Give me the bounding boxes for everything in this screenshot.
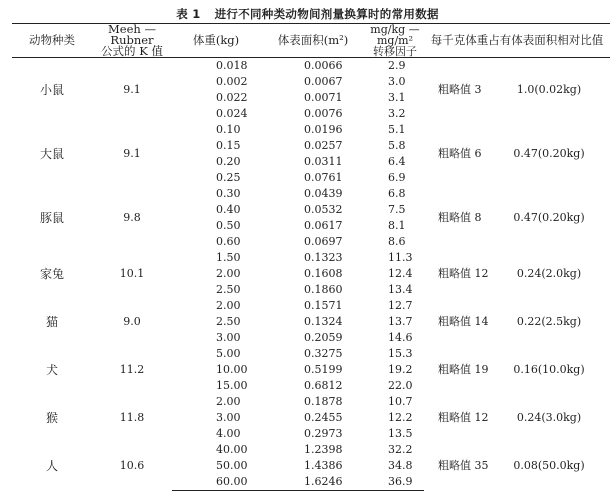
area-cell: 0.0196 (304, 123, 343, 136)
factor-cell: 5.8 (388, 139, 406, 152)
area-cell: 0.2973 (304, 427, 343, 440)
area-cell: 0.1571 (304, 299, 343, 312)
area-cell: 0.2059 (304, 331, 343, 344)
k-value-cell: 9.0 (123, 315, 141, 328)
area-cell: 0.1860 (304, 283, 343, 296)
ratio-cell: 0.24(3.0kg) (516, 411, 582, 424)
area-cell: 0.0311 (304, 155, 343, 168)
factor-cell: 6.4 (388, 155, 406, 168)
weight-cell: 10.00 (216, 363, 248, 376)
weight-cell: 2.00 (216, 267, 241, 280)
factor-cell: 6.8 (388, 187, 406, 200)
animal-cell: 豚鼠 (39, 211, 64, 225)
k-value-cell: 9.1 (123, 83, 141, 96)
factor-cell: 6.9 (388, 171, 406, 184)
factor-cell: 12.4 (388, 267, 413, 280)
header-factor-line2: 转移因子 (373, 45, 417, 58)
weight-cell: 60.00 (172, 474, 260, 491)
weight-cell: 1.50 (216, 251, 241, 264)
ratio-cell: 0.08(50.0kg) (513, 459, 585, 473)
area-cell: 0.2455 (304, 411, 343, 424)
weight-cell: 0.40 (216, 203, 241, 216)
area-cell: 1.4386 (304, 459, 343, 472)
animal-cell: 家兔 (39, 267, 64, 281)
weight-cell: 4.00 (216, 427, 241, 440)
factor-cell: 5.1 (388, 123, 406, 136)
weight-cell: 2.50 (216, 283, 241, 296)
area-cell: 0.0066 (304, 59, 343, 72)
animal-cell: 猴 (45, 411, 58, 425)
weight-cell: 0.30 (216, 187, 241, 200)
area-cell: 1.6246 (260, 474, 366, 491)
area-cell: 0.0071 (304, 91, 343, 104)
factor-cell: 8.6 (388, 235, 406, 248)
factor-cell: 34.8 (388, 459, 413, 472)
ratio-cell: 0.24(2.0kg) (516, 267, 582, 280)
animal-cell: 人 (45, 459, 58, 474)
header-factor (366, 24, 424, 58)
factor-cell: 15.3 (388, 347, 413, 360)
animal-cell: 大鼠 (39, 147, 64, 161)
area-cell: 0.0257 (304, 139, 343, 152)
weight-cell: 0.15 (216, 139, 241, 152)
factor-cell: 10.7 (388, 395, 413, 408)
header-k-line2: 公式的 K 值 (101, 44, 163, 58)
factor-cell: 3.2 (388, 107, 406, 120)
area-cell: 0.0697 (304, 235, 343, 248)
factor-cell: 12.2 (388, 411, 413, 424)
dose-conversion-table (12, 23, 610, 491)
rough-value-cell: 粗略值 19 (438, 363, 489, 376)
animal-cell: 小鼠 (39, 83, 64, 97)
weight-cell: 40.00 (216, 443, 248, 456)
area-cell: 0.1323 (304, 251, 343, 264)
factor-cell: 14.6 (388, 331, 413, 344)
factor-cell: 8.1 (388, 219, 406, 232)
weight-cell: 0.002 (216, 75, 248, 88)
weight-cell: 0.50 (216, 219, 241, 232)
rough-value-cell: 粗略值 12 (438, 411, 489, 424)
table-title: 进行不同种类动物间剂量换算时的常用数据 (214, 7, 439, 21)
factor-cell: 13.5 (388, 427, 413, 440)
table-number: 表 1 (176, 7, 201, 21)
ratio-cell: 0.47(0.20kg) (513, 147, 585, 160)
table-header-row (12, 24, 610, 58)
animal-cell: 猫 (45, 315, 58, 329)
area-cell: 0.6812 (304, 379, 343, 392)
factor-cell: 2.9 (388, 59, 406, 72)
area-cell: 0.0761 (304, 171, 343, 184)
area-cell: 0.5199 (304, 363, 343, 376)
rough-value-cell: 粗略值 6 (438, 147, 482, 160)
rough-value-cell: 粗略值 8 (438, 211, 482, 224)
area-cell: 0.0076 (304, 107, 343, 120)
header-ratio: 每千克体重占有体表面积相对比值 (424, 24, 610, 58)
rough-value-cell: 粗略值 35 (438, 459, 489, 473)
weight-cell: 2.00 (216, 299, 241, 312)
weight-cell: 0.10 (216, 123, 241, 136)
weight-cell: 0.024 (216, 107, 248, 120)
header-k-line1: Meeh — Rubner (108, 22, 156, 47)
weight-cell: 15.00 (216, 379, 248, 392)
weight-cell: 0.25 (216, 171, 241, 184)
factor-cell: 19.2 (388, 363, 413, 376)
area-cell: 0.0439 (304, 187, 343, 200)
ratio-cell: 0.16(10.0kg) (513, 363, 585, 376)
area-cell: 0.0067 (304, 75, 343, 88)
area-cell: 0.1878 (304, 395, 343, 408)
weight-cell: 2.50 (216, 315, 241, 328)
table-row (12, 186, 610, 202)
table-row (12, 442, 610, 458)
factor-cell: 13.4 (388, 283, 413, 296)
weight-cell: 50.00 (216, 459, 248, 472)
factor-cell: 3.0 (388, 75, 406, 88)
header-k-value (92, 24, 172, 58)
factor-cell: 32.2 (388, 443, 413, 456)
table-row (12, 58, 610, 75)
area-cell: 0.1608 (304, 267, 343, 280)
table-row (12, 250, 610, 266)
ratio-cell: 0.22(2.5kg) (516, 315, 582, 328)
table-body (12, 58, 610, 491)
weight-cell: 5.00 (216, 347, 241, 360)
factor-cell: 12.7 (388, 299, 413, 312)
area-cell: 1.2398 (304, 443, 343, 456)
factor-cell: 22.0 (388, 379, 413, 392)
area-cell: 0.1324 (304, 315, 343, 328)
weight-cell: 3.00 (216, 331, 241, 344)
weight-cell: 0.018 (216, 59, 248, 72)
factor-cell: 36.9 (366, 474, 424, 491)
table-row (12, 346, 610, 362)
header-factor-line1: mg/kg — mg/m² (370, 23, 420, 47)
weight-cell: 3.00 (216, 411, 241, 424)
rough-value-cell: 粗略值 12 (438, 267, 489, 280)
k-value-cell: 10.1 (119, 267, 145, 280)
weight-cell: 0.60 (216, 235, 241, 248)
table-caption (0, 6, 615, 22)
rough-value-cell: 粗略值 14 (438, 315, 489, 328)
factor-cell: 13.7 (388, 315, 413, 328)
k-value-cell: 9.8 (123, 211, 141, 224)
rough-value-cell: 粗略值 3 (438, 83, 482, 96)
ratio-cell: 1.0(0.02kg) (516, 83, 582, 96)
header-area: 体表面积(m²) (260, 24, 366, 58)
area-cell: 0.0532 (304, 203, 343, 216)
factor-cell: 7.5 (388, 203, 406, 216)
table-row (12, 394, 610, 410)
animal-cell: 犬 (45, 363, 58, 377)
table-row (12, 122, 610, 138)
area-cell: 0.3275 (304, 347, 343, 360)
factor-cell: 11.3 (388, 251, 413, 264)
factor-cell: 3.1 (388, 91, 406, 104)
weight-cell: 2.00 (216, 395, 241, 408)
k-value-cell: 11.2 (119, 363, 145, 376)
ratio-cell: 0.47(0.20kg) (513, 211, 585, 224)
area-cell: 0.0617 (304, 219, 343, 232)
k-value-cell: 9.1 (123, 147, 141, 160)
k-value-cell: 10.6 (119, 459, 145, 473)
header-animal: 动物种类 (12, 24, 92, 58)
weight-cell: 0.20 (216, 155, 241, 168)
weight-cell: 0.022 (216, 91, 248, 104)
table-row (12, 298, 610, 314)
k-value-cell: 11.8 (119, 411, 145, 424)
header-weight: 体重(kg) (172, 24, 260, 58)
